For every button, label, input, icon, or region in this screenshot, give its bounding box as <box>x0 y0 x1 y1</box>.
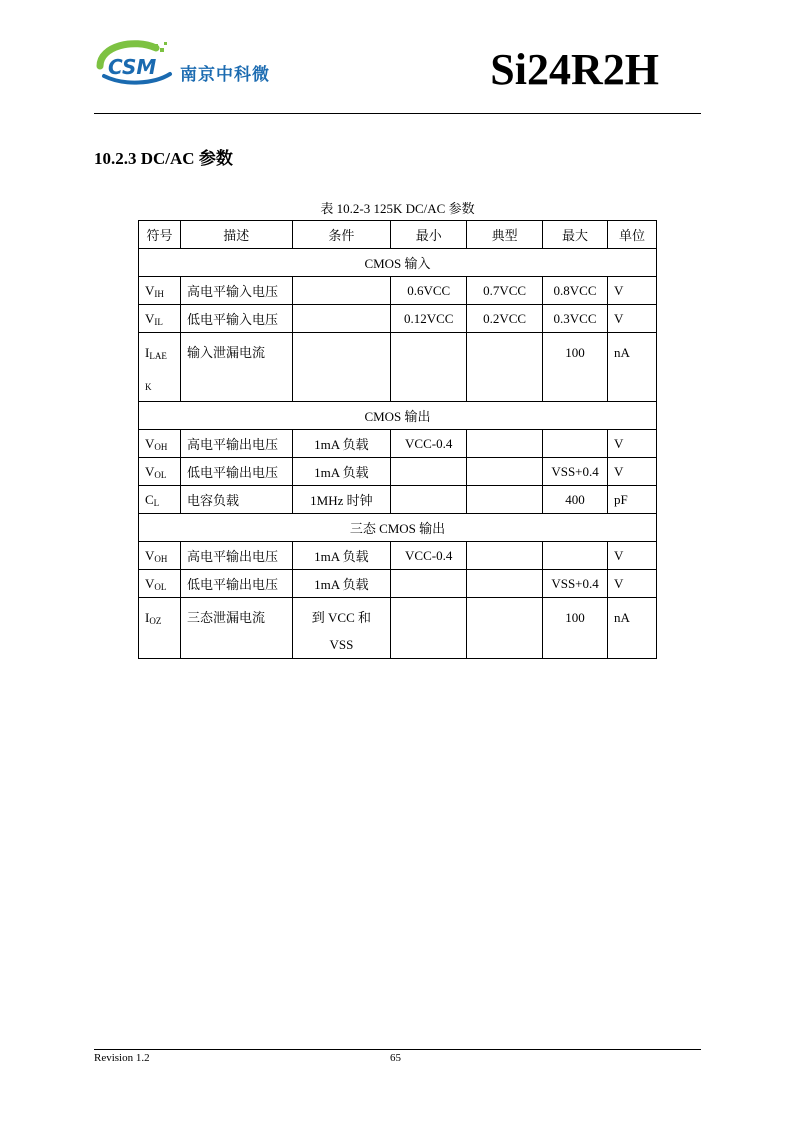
footer-divider <box>94 1049 701 1050</box>
condition-cell <box>292 458 391 486</box>
symbol-subscript: LAE <box>149 351 167 361</box>
symbol-main: C <box>145 491 154 507</box>
condition-cell <box>292 277 391 305</box>
min-cell: 0.6VCC <box>391 277 467 305</box>
col-header-symbol: 符号 <box>139 221 181 249</box>
section-title: 10.2.3 DC/AC 参数 <box>94 149 233 168</box>
max-cell <box>543 542 608 570</box>
company-name: 南京中科微 <box>180 65 270 85</box>
condition-cell <box>292 542 391 570</box>
condition-cell <box>292 598 391 659</box>
description-cell: 低电平输出电压 <box>180 458 292 486</box>
typ-cell <box>467 570 543 598</box>
col-header-max: 最大 <box>543 221 608 249</box>
condition-text: 1mA 负载 <box>314 437 369 452</box>
unit-cell: V <box>608 570 657 598</box>
typ-cell: 0.2VCC <box>467 305 543 333</box>
col-header-description: 描述 <box>180 221 292 249</box>
group-row <box>139 514 657 542</box>
part-number: Si24R2H <box>490 45 659 94</box>
symbol-cell <box>139 570 181 598</box>
unit-cell: V <box>608 542 657 570</box>
description-cell: 高电平输出电压 <box>180 430 292 458</box>
symbol-cell <box>139 305 181 333</box>
description-cell: 低电平输入电压 <box>180 305 292 333</box>
col-header-typ: 典型 <box>467 221 543 249</box>
symbol-main: V <box>145 547 155 563</box>
typ-cell: 0.7VCC <box>467 277 543 305</box>
max-cell: 400 <box>543 486 608 514</box>
condition-text: 到 VCC 和 <box>311 610 371 625</box>
table-header-row <box>139 221 657 249</box>
symbol-subscript: IH <box>154 288 164 299</box>
table-row <box>139 486 657 514</box>
symbol-cell <box>139 542 181 570</box>
revision-label: Revision 1.2 <box>94 1052 150 1064</box>
table-row <box>139 598 657 659</box>
symbol-subscript: OH <box>154 441 168 452</box>
unit-cell: V <box>608 305 657 333</box>
typ-cell <box>467 486 543 514</box>
typ-cell <box>467 458 543 486</box>
group-title: CMOS 输入 <box>139 249 657 277</box>
symbol-subscript: OL <box>154 469 167 480</box>
table-caption: 表 10.2-3 125K DC/AC 参数 <box>320 201 475 216</box>
unit-cell: pF <box>608 486 657 514</box>
description-cell: 低电平输出电压 <box>180 570 292 598</box>
table-row <box>139 570 657 598</box>
min-cell <box>391 333 467 402</box>
max-cell: 100 <box>543 333 608 402</box>
min-cell <box>391 570 467 598</box>
table-row <box>139 430 657 458</box>
typ-cell <box>467 333 543 402</box>
min-cell: VCC-0.4 <box>391 430 467 458</box>
condition-cell <box>292 333 391 402</box>
page-header <box>94 30 701 114</box>
csm-logo-icon <box>94 38 178 88</box>
symbol-subscript: OZ <box>149 616 162 626</box>
condition-text-cont: VSS <box>329 637 354 652</box>
condition-cell <box>292 486 391 514</box>
typ-cell <box>467 598 543 659</box>
table-row <box>139 542 657 570</box>
unit-cell: nA <box>608 598 657 659</box>
max-cell: 100 <box>543 598 608 659</box>
symbol-main: I <box>145 345 150 360</box>
condition-cell <box>292 570 391 598</box>
min-cell <box>391 458 467 486</box>
header-divider <box>94 113 701 114</box>
max-cell: 0.3VCC <box>543 305 608 333</box>
logo-text: CSM <box>108 55 157 79</box>
max-cell: VSS+0.4 <box>543 570 608 598</box>
min-cell: VCC-0.4 <box>391 542 467 570</box>
symbol-main: V <box>145 310 155 326</box>
symbol-subscript: IL <box>154 316 163 327</box>
condition-text: 1MHz 时钟 <box>310 493 373 508</box>
typ-cell <box>467 430 543 458</box>
symbol-cell <box>139 430 181 458</box>
max-cell: VSS+0.4 <box>543 458 608 486</box>
unit-cell: V <box>608 430 657 458</box>
condition-text: 1mA 负载 <box>314 577 369 592</box>
symbol-cell <box>139 333 181 402</box>
symbol-subscript: OL <box>154 581 167 592</box>
col-header-condition: 条件 <box>292 221 391 249</box>
table-row <box>139 333 657 402</box>
max-cell <box>543 430 608 458</box>
symbol-subscript: OH <box>154 553 168 564</box>
min-cell <box>391 598 467 659</box>
symbol-main: V <box>145 463 155 479</box>
symbol-main: V <box>145 575 155 591</box>
symbol-subscript: L <box>153 497 160 508</box>
group-row <box>139 249 657 277</box>
condition-cell <box>292 430 391 458</box>
symbol-cell <box>139 277 181 305</box>
col-header-min: 最小 <box>391 221 467 249</box>
symbol-main: I <box>145 610 150 625</box>
min-cell: 0.12VCC <box>391 305 467 333</box>
table-row <box>139 305 657 333</box>
group-title: 三态 CMOS 输出 <box>139 514 657 542</box>
description-cell: 输入泄漏电流 <box>180 333 292 402</box>
group-title: CMOS 输出 <box>139 402 657 430</box>
condition-cell <box>292 305 391 333</box>
table-row <box>139 458 657 486</box>
symbol-cell <box>139 458 181 486</box>
company-logo <box>94 38 294 88</box>
max-cell: 0.8VCC <box>543 277 608 305</box>
symbol-cell <box>139 486 181 514</box>
description-cell: 高电平输出电压 <box>180 542 292 570</box>
condition-text: 1mA 负载 <box>314 549 369 564</box>
unit-cell: V <box>608 277 657 305</box>
unit-cell: V <box>608 458 657 486</box>
min-cell <box>391 486 467 514</box>
dcac-parameter-table <box>138 220 657 659</box>
condition-text: 1mA 负载 <box>314 465 369 480</box>
col-header-unit: 单位 <box>608 221 657 249</box>
symbol-main: V <box>145 282 155 298</box>
description-cell: 三态泄漏电流 <box>180 598 292 659</box>
typ-cell <box>467 542 543 570</box>
page-number: 65 <box>390 1052 401 1064</box>
group-row <box>139 402 657 430</box>
table-row <box>139 277 657 305</box>
description-cell: 高电平输入电压 <box>180 277 292 305</box>
symbol-cell <box>139 598 181 659</box>
symbol-main: V <box>145 435 155 451</box>
symbol-subscript-cont: K <box>145 382 152 392</box>
unit-cell: nA <box>608 333 657 402</box>
description-cell: 电容负载 <box>180 486 292 514</box>
